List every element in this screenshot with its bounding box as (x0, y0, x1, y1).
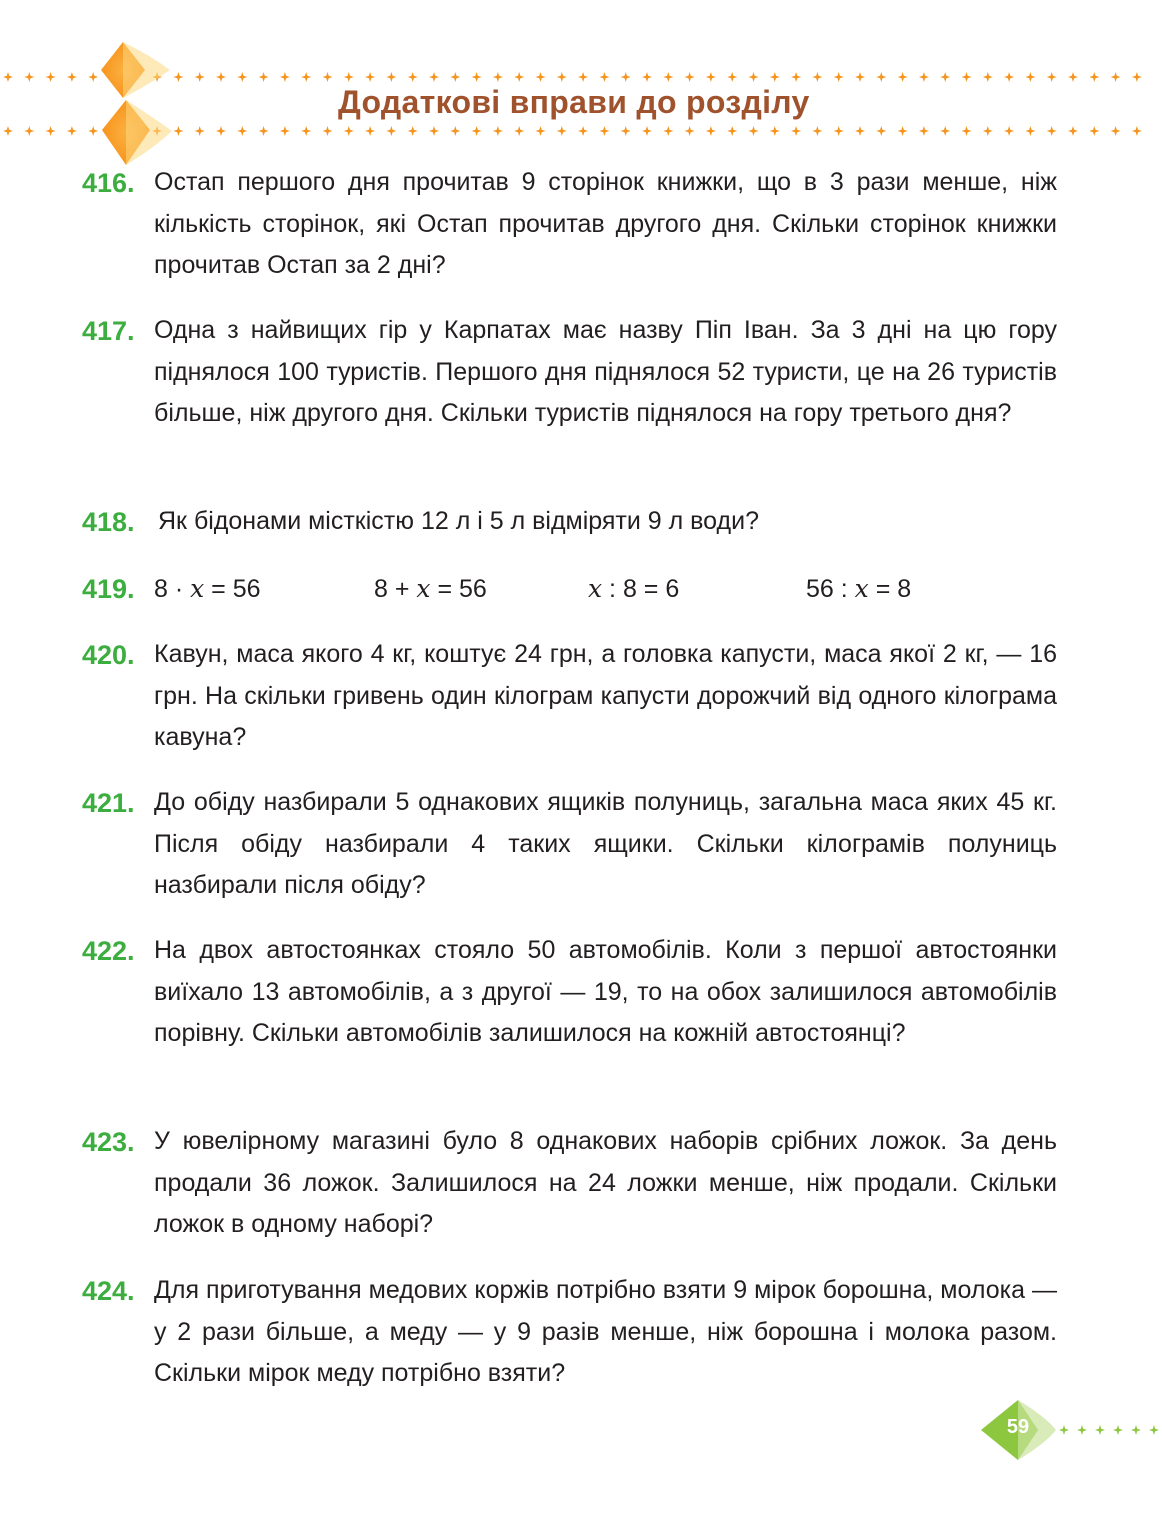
exercise-number: 421. (82, 788, 135, 818)
exercise-text: Як бідонами місткістю 12 л і 5 л відміряти 9 л води? (158, 507, 759, 535)
exercise-number: 424. (82, 1276, 135, 1306)
equation: 56 : x = 8 (806, 574, 912, 603)
exercise-422 (82, 930, 1057, 1055)
exercise-text: Кавун, маса якого 4 кг, коштує 24 грн, а головка капусти, маса якої 2 кг, — 16 грн. На скільки гривень один кілограм капусти дорожчий від одного кілограма кавуна? (154, 640, 1057, 751)
exercise-423 (82, 1121, 1057, 1246)
exercise-number: 417. (82, 316, 135, 346)
exercise-number: 416. (82, 168, 135, 198)
exercise-420 (82, 634, 1057, 759)
exercise-text: Для приготування медових коржів потрібно взяти 9 мірок борошна, молока — у 2 рази більше, а меду — у 9 разів менше, ніж борошна і молока разом. Скільки мірок меду потрібно взяти? (154, 1276, 1057, 1387)
exercise-text: Остап першого дня прочитав 9 сторінок книжки, що в 3 рази менше, ніж кількість сторінок, які Остап прочитав другого дня. Скільки сторінок книжки прочитав Остап за 2 дні? (154, 168, 1057, 279)
exercise-number: 423. (82, 1127, 135, 1157)
exercise-416 (82, 162, 1057, 287)
chapter-header (0, 0, 1162, 175)
exercise-424 (82, 1270, 1057, 1395)
exercise-number: 420. (82, 640, 135, 670)
exercise-number: 422. (82, 936, 135, 966)
exercise-421 (82, 782, 1057, 907)
exercise-text: До обіду назбирали 5 однакових ящиків полуниць, загальна маса яких 45 кг. Після обіду назбирали 4 таких ящики. Скільки кілограмів полуниць назбирали після обіду? (154, 788, 1057, 899)
exercise-text: У ювелірному магазині було 8 однакових наборів срібних ложок. За день продали 36 ложок. Залишилося на 24 ложки менше, ніж продали. Скільки ложок в одному наборі? (154, 1127, 1057, 1238)
exercise-number: 418. (82, 507, 135, 537)
equation-row (154, 568, 1057, 610)
exercise-419 (82, 568, 1057, 610)
equation: 8 · x = 56 (154, 574, 261, 603)
equation: x : 8 = 6 (588, 574, 680, 603)
exercise-418 (82, 501, 1057, 543)
page-number: 59 (1006, 1416, 1030, 1438)
exercise-text: На двох автостоянках стояло 50 автомобілів. Коли з першої автостоянки виїхало 13 автомобілів, а з другої — 19, то на обох залишилося автомобілів порівну. Скільки автомобілів залишилося на кожній автостоянці? (154, 936, 1057, 1047)
exercise-text: Одна з найвищих гір у Карпатах має назву Піп Іван. За 3 дні на цю гору піднялося 100 туристів. Першого дня піднялося 52 туристи, це на 26 туристів більше, ніж другого дня. Скільки туристів піднялося на гору третього дня? (154, 316, 1057, 427)
exercise-417 (82, 310, 1057, 435)
equation: 8 + x = 56 (374, 574, 487, 603)
section-title: Додаткові вправи до розділу (338, 84, 810, 120)
exercise-number: 419. (82, 574, 135, 604)
